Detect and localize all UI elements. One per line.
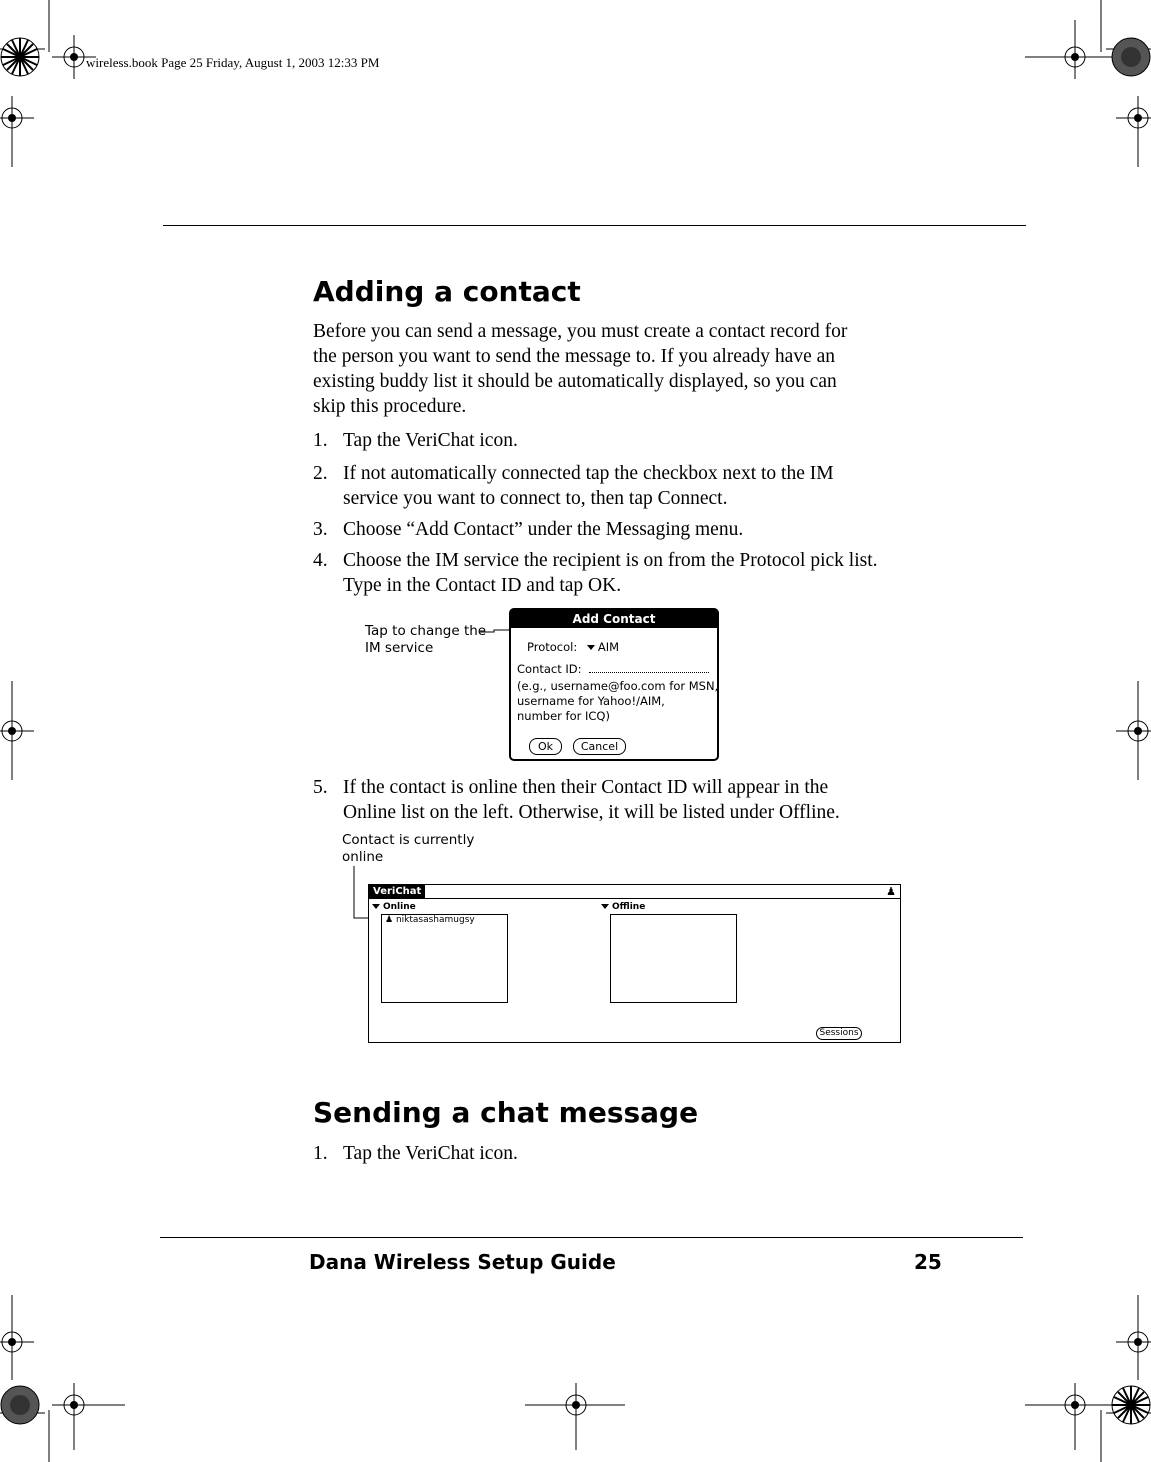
person-icon[interactable]: ♟ — [886, 885, 896, 898]
dialog-title: Add Contact — [511, 610, 717, 628]
print-slug: wireless.book Page 25 Friday, August 1, 2003 12:33 PM — [86, 55, 380, 70]
cancel-button[interactable]: Cancel — [573, 738, 626, 755]
title-divider — [369, 898, 900, 899]
step-5 — [313, 775, 963, 825]
list-item[interactable] — [382, 915, 507, 926]
intro-line: Before you can send a message, you must create a contact record for — [313, 321, 848, 342]
hint-line: (e.g., username@foo.com for MSN, — [517, 679, 719, 693]
collapse-arrow-icon — [601, 904, 609, 909]
contact-id-input[interactable] — [589, 662, 709, 673]
star-target-icon — [1, 38, 39, 76]
step-number: 1. — [313, 430, 328, 451]
step-text: If not automatically connected tap the checkbox next to the IM — [343, 463, 834, 484]
step-2 — [313, 461, 963, 511]
step-text: If the contact is online then their Contact ID will appear in the — [343, 777, 829, 798]
page-number: 25 — [914, 1250, 942, 1274]
verichat-screen — [368, 884, 901, 1043]
protocol-picker[interactable] — [587, 640, 619, 654]
offline-label: Offline — [612, 902, 646, 912]
step-text: Tap the VeriChat icon. — [343, 1143, 518, 1164]
callout-line: Tap to change the — [365, 623, 487, 639]
dropdown-arrow-icon — [587, 645, 595, 650]
step-number: 3. — [313, 519, 328, 540]
callout-line: Contact is currently — [342, 832, 475, 848]
callout-online — [342, 832, 474, 866]
offline-list[interactable] — [610, 914, 737, 1003]
header-rule — [163, 225, 1026, 226]
step-number: 4. — [313, 550, 328, 571]
footer-title: Dana Wireless Setup Guide — [309, 1250, 616, 1274]
section-title-adding-contact: Adding a contact — [313, 275, 581, 308]
offline-header[interactable] — [601, 902, 645, 912]
contact-id-label: Contact ID: — [517, 662, 582, 676]
verichat-title-tab: VeriChat — [369, 885, 425, 898]
intro-line: existing buddy list it should be automatically displayed, so you can — [313, 371, 837, 392]
callout-protocol — [365, 623, 486, 657]
intro-line: the person you want to send the message to. If you already have an — [313, 346, 836, 367]
contact-name: niktasashamugsy — [395, 915, 475, 925]
step-text: Tap the VeriChat icon. — [343, 430, 518, 451]
contact-id-row — [517, 662, 709, 676]
hint-line: username for Yahoo!/AIM, — [517, 694, 665, 708]
add-contact-dialog — [509, 608, 719, 761]
step-1 — [313, 428, 963, 453]
online-header[interactable] — [372, 902, 416, 912]
callout-line: IM service — [365, 640, 434, 656]
intro-line: skip this procedure. — [313, 396, 467, 417]
online-list[interactable] — [381, 914, 508, 1003]
footer-rule — [160, 1237, 1023, 1238]
step-number: 1. — [313, 1143, 328, 1164]
step-number: 2. — [313, 463, 328, 484]
protocol-row — [527, 640, 619, 654]
protocol-label: Protocol: — [527, 640, 578, 654]
online-label: Online — [383, 902, 416, 912]
intro-paragraph — [313, 319, 973, 419]
sessions-button[interactable]: Sessions — [816, 1027, 862, 1040]
step-text: Choose the IM service the recipient is on from the Protocol pick list. — [343, 550, 878, 571]
step-4 — [313, 548, 963, 598]
protocol-value: AIM — [597, 640, 620, 654]
step-1-sending — [313, 1141, 963, 1166]
section-title-sending-chat: Sending a chat message — [313, 1096, 699, 1129]
step-3 — [313, 517, 963, 542]
step-text: Type in the Contact ID and tap OK. — [343, 575, 622, 596]
callout-line: online — [342, 849, 384, 865]
collapse-arrow-icon — [372, 904, 380, 909]
person-icon: ♟ — [385, 915, 394, 925]
hint-line: number for ICQ) — [517, 709, 610, 723]
step-text: Choose “Add Contact” under the Messaging menu. — [343, 519, 744, 540]
step-text: Online list on the left. Otherwise, it will be listed under Offline. — [343, 802, 840, 823]
star-target-icon — [1112, 1386, 1150, 1424]
ok-button[interactable]: Ok — [529, 738, 562, 755]
step-number: 5. — [313, 777, 328, 798]
step-text: service you want to connect to, then tap Connect. — [343, 488, 728, 509]
